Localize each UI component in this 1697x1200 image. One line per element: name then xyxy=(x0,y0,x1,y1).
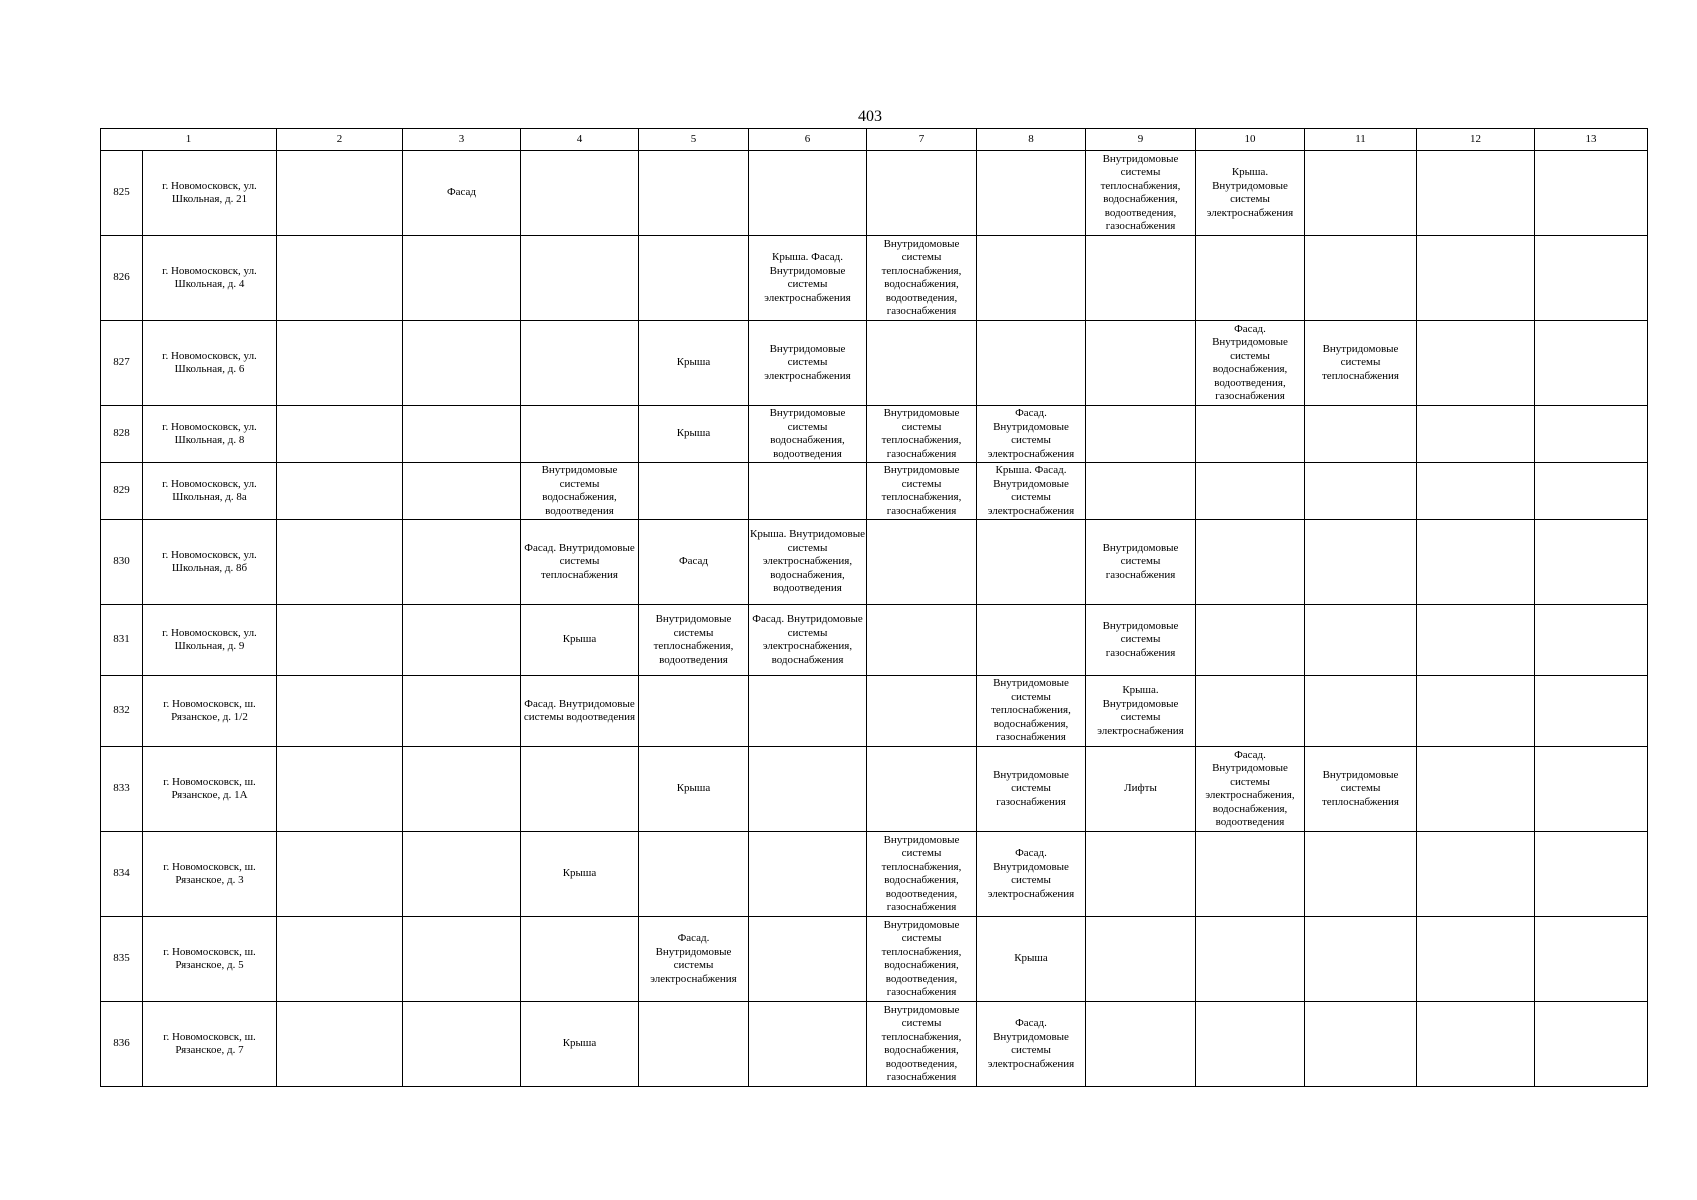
work-cell-col-9: Внутридомовые системы теплоснабжения, водоснабжения, водоотведения, газоснабжения xyxy=(1086,151,1196,236)
address-cell: г. Новомосковск, ш. Рязанское, д. 1/2 xyxy=(143,676,277,747)
work-cell-col-12 xyxy=(1417,747,1535,832)
work-cell-col-6 xyxy=(749,463,867,520)
row-number: 830 xyxy=(101,520,143,605)
work-cell-col-2 xyxy=(277,406,403,463)
work-cell-col-12 xyxy=(1417,406,1535,463)
work-cell-col-12 xyxy=(1417,605,1535,676)
work-cell-col-10 xyxy=(1196,832,1305,917)
work-cell-col-10 xyxy=(1196,605,1305,676)
work-cell-col-5 xyxy=(639,151,749,236)
work-cell-col-2 xyxy=(277,1002,403,1087)
repair-schedule-table xyxy=(100,128,1648,1087)
work-cell-col-3 xyxy=(403,832,521,917)
column-header: 11 xyxy=(1305,129,1417,151)
address-cell: г. Новомосковск, ул. Школьная, д. 6 xyxy=(143,321,277,406)
work-cell-col-12 xyxy=(1417,151,1535,236)
work-cell-col-2 xyxy=(277,236,403,321)
work-cell-col-3 xyxy=(403,520,521,605)
address-cell: г. Новомосковск, ул. Школьная, д. 21 xyxy=(143,151,277,236)
work-cell-col-4 xyxy=(521,747,639,832)
table-row xyxy=(101,151,1648,236)
work-cell-col-3 xyxy=(403,1002,521,1087)
work-cell-col-2 xyxy=(277,151,403,236)
work-cell-col-13 xyxy=(1535,832,1648,917)
address-cell: г. Новомосковск, ул. Школьная, д. 9 xyxy=(143,605,277,676)
work-cell-col-6: Фасад. Внутридомовые системы электроснабжения, водоснабжения xyxy=(749,605,867,676)
work-cell-col-10: Фасад. Внутридомовые системы электроснабжения, водоснабжения, водоотведения xyxy=(1196,747,1305,832)
work-cell-col-2 xyxy=(277,605,403,676)
work-cell-col-13 xyxy=(1535,151,1648,236)
work-cell-col-5: Фасад xyxy=(639,520,749,605)
work-cell-col-4: Внутридомовые системы водоснабжения, водоотведения xyxy=(521,463,639,520)
column-header: 8 xyxy=(977,129,1086,151)
work-cell-col-7 xyxy=(867,747,977,832)
work-cell-col-5 xyxy=(639,463,749,520)
column-header: 12 xyxy=(1417,129,1535,151)
address-cell: г. Новомосковск, ул. Школьная, д. 8 xyxy=(143,406,277,463)
work-cell-col-4: Крыша xyxy=(521,605,639,676)
address-cell: г. Новомосковск, ул. Школьная, д. 8б xyxy=(143,520,277,605)
work-cell-col-13 xyxy=(1535,917,1648,1002)
work-cell-col-8 xyxy=(977,605,1086,676)
work-cell-col-10 xyxy=(1196,520,1305,605)
table-row xyxy=(101,463,1648,520)
column-header: 9 xyxy=(1086,129,1196,151)
work-cell-col-12 xyxy=(1417,463,1535,520)
work-cell-col-12 xyxy=(1417,917,1535,1002)
table-body xyxy=(101,151,1648,1087)
work-cell-col-2 xyxy=(277,520,403,605)
work-cell-col-7: Внутридомовые системы теплоснабжения, водоснабжения, водоотведения, газоснабжения xyxy=(867,236,977,321)
work-cell-col-13 xyxy=(1535,605,1648,676)
work-cell-col-9: Внутридомовые системы газоснабжения xyxy=(1086,605,1196,676)
column-header: 5 xyxy=(639,129,749,151)
work-cell-col-9: Внутридомовые системы газоснабжения xyxy=(1086,520,1196,605)
work-cell-col-10: Крыша. Внутридомовые системы электроснабжения xyxy=(1196,151,1305,236)
work-cell-col-8: Фасад. Внутридомовые системы электроснабжения xyxy=(977,406,1086,463)
work-cell-col-5: Внутридомовые системы теплоснабжения, водоотведения xyxy=(639,605,749,676)
work-cell-col-8: Внутридомовые системы газоснабжения xyxy=(977,747,1086,832)
work-cell-col-7: Внутридомовые системы теплоснабжения, водоснабжения, водоотведения, газоснабжения xyxy=(867,917,977,1002)
work-cell-col-6: Крыша. Внутридомовые системы электроснабжения, водоснабжения, водоотведения xyxy=(749,520,867,605)
work-cell-col-6: Внутридомовые системы электроснабжения xyxy=(749,321,867,406)
address-cell: г. Новомосковск, ул. Школьная, д. 8а xyxy=(143,463,277,520)
work-cell-col-8: Фасад. Внутридомовые системы электроснабжения xyxy=(977,832,1086,917)
work-cell-col-11 xyxy=(1305,236,1417,321)
address-cell: г. Новомосковск, ш. Рязанское, д. 3 xyxy=(143,832,277,917)
work-cell-col-12 xyxy=(1417,321,1535,406)
column-header: 2 xyxy=(277,129,403,151)
column-header: 13 xyxy=(1535,129,1648,151)
work-cell-col-9: Крыша. Внутридомовые системы электроснабжения xyxy=(1086,676,1196,747)
work-cell-col-13 xyxy=(1535,1002,1648,1087)
work-cell-col-10 xyxy=(1196,406,1305,463)
work-cell-col-13 xyxy=(1535,236,1648,321)
work-cell-col-11 xyxy=(1305,406,1417,463)
table-row xyxy=(101,406,1648,463)
work-cell-col-10: Фасад. Внутридомовые системы водоснабжения, водоотведения, газоснабжения xyxy=(1196,321,1305,406)
work-cell-col-7: Внутридомовые системы теплоснабжения, водоснабжения, водоотведения, газоснабжения xyxy=(867,832,977,917)
work-cell-col-10 xyxy=(1196,676,1305,747)
work-cell-col-10 xyxy=(1196,1002,1305,1087)
row-number: 836 xyxy=(101,1002,143,1087)
work-cell-col-8: Крыша xyxy=(977,917,1086,1002)
work-cell-col-4: Крыша xyxy=(521,832,639,917)
row-number: 833 xyxy=(101,747,143,832)
work-cell-col-9 xyxy=(1086,832,1196,917)
work-cell-col-3 xyxy=(403,406,521,463)
table-row xyxy=(101,321,1648,406)
work-cell-col-7: Внутридомовые системы теплоснабжения, водоснабжения, водоотведения, газоснабжения xyxy=(867,1002,977,1087)
work-cell-col-12 xyxy=(1417,832,1535,917)
work-cell-col-8: Внутридомовые системы теплоснабжения, водоснабжения, газоснабжения xyxy=(977,676,1086,747)
work-cell-col-2 xyxy=(277,321,403,406)
work-cell-col-4 xyxy=(521,406,639,463)
page-number: 403 xyxy=(858,108,882,125)
work-cell-col-4 xyxy=(521,151,639,236)
row-number: 831 xyxy=(101,605,143,676)
work-cell-col-9 xyxy=(1086,236,1196,321)
work-cell-col-13 xyxy=(1535,321,1648,406)
column-header: 4 xyxy=(521,129,639,151)
work-cell-col-6 xyxy=(749,151,867,236)
work-cell-col-9 xyxy=(1086,463,1196,520)
column-header: 10 xyxy=(1196,129,1305,151)
work-cell-col-11 xyxy=(1305,605,1417,676)
table-row xyxy=(101,747,1648,832)
work-cell-col-13 xyxy=(1535,520,1648,605)
work-cell-col-3 xyxy=(403,605,521,676)
work-cell-col-7: Внутридомовые системы теплоснабжения, газоснабжения xyxy=(867,463,977,520)
work-cell-col-12 xyxy=(1417,520,1535,605)
work-cell-col-11: Внутридомовые системы теплоснабжения xyxy=(1305,747,1417,832)
work-cell-col-11 xyxy=(1305,520,1417,605)
work-cell-col-3 xyxy=(403,917,521,1002)
work-cell-col-2 xyxy=(277,676,403,747)
work-cell-col-9 xyxy=(1086,1002,1196,1087)
work-cell-col-6: Внутридомовые системы водоснабжения, водоотведения xyxy=(749,406,867,463)
work-cell-col-6: Крыша. Фасад. Внутридомовые системы электроснабжения xyxy=(749,236,867,321)
work-cell-col-2 xyxy=(277,917,403,1002)
work-cell-col-5: Крыша xyxy=(639,747,749,832)
row-number: 825 xyxy=(101,151,143,236)
work-cell-col-3 xyxy=(403,463,521,520)
work-cell-col-4 xyxy=(521,917,639,1002)
work-cell-col-11 xyxy=(1305,832,1417,917)
work-cell-col-11 xyxy=(1305,463,1417,520)
work-cell-col-8 xyxy=(977,321,1086,406)
work-cell-col-11 xyxy=(1305,917,1417,1002)
work-cell-col-13 xyxy=(1535,463,1648,520)
table-row xyxy=(101,1002,1648,1087)
column-header: 3 xyxy=(403,129,521,151)
address-cell: г. Новомосковск, ш. Рязанское, д. 5 xyxy=(143,917,277,1002)
work-cell-col-13 xyxy=(1535,747,1648,832)
work-cell-col-5 xyxy=(639,676,749,747)
work-cell-col-4: Фасад. Внутридомовые системы водоотведения xyxy=(521,676,639,747)
work-cell-col-6 xyxy=(749,747,867,832)
table-row xyxy=(101,676,1648,747)
work-cell-col-3 xyxy=(403,747,521,832)
work-cell-col-4 xyxy=(521,236,639,321)
address-cell: г. Новомосковск, ш. Рязанское, д. 1А xyxy=(143,747,277,832)
work-cell-col-5: Крыша xyxy=(639,406,749,463)
work-cell-col-7 xyxy=(867,321,977,406)
row-number: 829 xyxy=(101,463,143,520)
work-cell-col-9 xyxy=(1086,406,1196,463)
column-header: 1 xyxy=(101,129,277,151)
table-row xyxy=(101,520,1648,605)
work-cell-col-6 xyxy=(749,832,867,917)
table-row xyxy=(101,236,1648,321)
work-cell-col-10 xyxy=(1196,236,1305,321)
address-cell: г. Новомосковск, ул. Школьная, д. 4 xyxy=(143,236,277,321)
work-cell-col-9 xyxy=(1086,917,1196,1002)
work-cell-col-8: Крыша. Фасад. Внутридомовые системы электроснабжения xyxy=(977,463,1086,520)
row-number: 827 xyxy=(101,321,143,406)
work-cell-col-2 xyxy=(277,747,403,832)
row-number: 834 xyxy=(101,832,143,917)
work-cell-col-2 xyxy=(277,463,403,520)
column-header: 6 xyxy=(749,129,867,151)
work-cell-col-6 xyxy=(749,676,867,747)
address-cell: г. Новомосковск, ш. Рязанское, д. 7 xyxy=(143,1002,277,1087)
row-number: 835 xyxy=(101,917,143,1002)
work-cell-col-7 xyxy=(867,151,977,236)
work-cell-col-3: Фасад xyxy=(403,151,521,236)
work-cell-col-11: Внутридомовые системы теплоснабжения xyxy=(1305,321,1417,406)
work-cell-col-8 xyxy=(977,520,1086,605)
work-cell-col-3 xyxy=(403,321,521,406)
work-cell-col-12 xyxy=(1417,676,1535,747)
work-cell-col-7 xyxy=(867,605,977,676)
work-cell-col-7: Внутридомовые системы теплоснабжения, газоснабжения xyxy=(867,406,977,463)
column-header: 7 xyxy=(867,129,977,151)
work-cell-col-8 xyxy=(977,236,1086,321)
work-cell-col-10 xyxy=(1196,917,1305,1002)
work-cell-col-4 xyxy=(521,321,639,406)
work-cell-col-11 xyxy=(1305,151,1417,236)
work-cell-col-13 xyxy=(1535,676,1648,747)
work-cell-col-3 xyxy=(403,236,521,321)
work-cell-col-2 xyxy=(277,832,403,917)
work-cell-col-11 xyxy=(1305,676,1417,747)
table-row xyxy=(101,605,1648,676)
work-cell-col-7 xyxy=(867,520,977,605)
row-number: 832 xyxy=(101,676,143,747)
table-row xyxy=(101,917,1648,1002)
work-cell-col-11 xyxy=(1305,1002,1417,1087)
work-cell-col-9: Лифты xyxy=(1086,747,1196,832)
work-cell-col-8 xyxy=(977,151,1086,236)
work-cell-col-5 xyxy=(639,832,749,917)
work-cell-col-3 xyxy=(403,676,521,747)
work-cell-col-5 xyxy=(639,1002,749,1087)
work-cell-col-7 xyxy=(867,676,977,747)
work-cell-col-12 xyxy=(1417,1002,1535,1087)
work-cell-col-13 xyxy=(1535,406,1648,463)
work-cell-col-5: Крыша xyxy=(639,321,749,406)
work-cell-col-5: Фасад. Внутридомовые системы электроснабжения xyxy=(639,917,749,1002)
row-number: 828 xyxy=(101,406,143,463)
row-number: 826 xyxy=(101,236,143,321)
work-cell-col-4: Крыша xyxy=(521,1002,639,1087)
table-row xyxy=(101,832,1648,917)
work-cell-col-9 xyxy=(1086,321,1196,406)
work-cell-col-10 xyxy=(1196,463,1305,520)
work-cell-col-6 xyxy=(749,917,867,1002)
work-cell-col-12 xyxy=(1417,236,1535,321)
work-cell-col-6 xyxy=(749,1002,867,1087)
work-cell-col-5 xyxy=(639,236,749,321)
work-cell-col-8: Фасад. Внутридомовые системы электроснабжения xyxy=(977,1002,1086,1087)
work-cell-col-4: Фасад. Внутридомовые системы теплоснабжения xyxy=(521,520,639,605)
column-number-row xyxy=(101,129,1648,151)
